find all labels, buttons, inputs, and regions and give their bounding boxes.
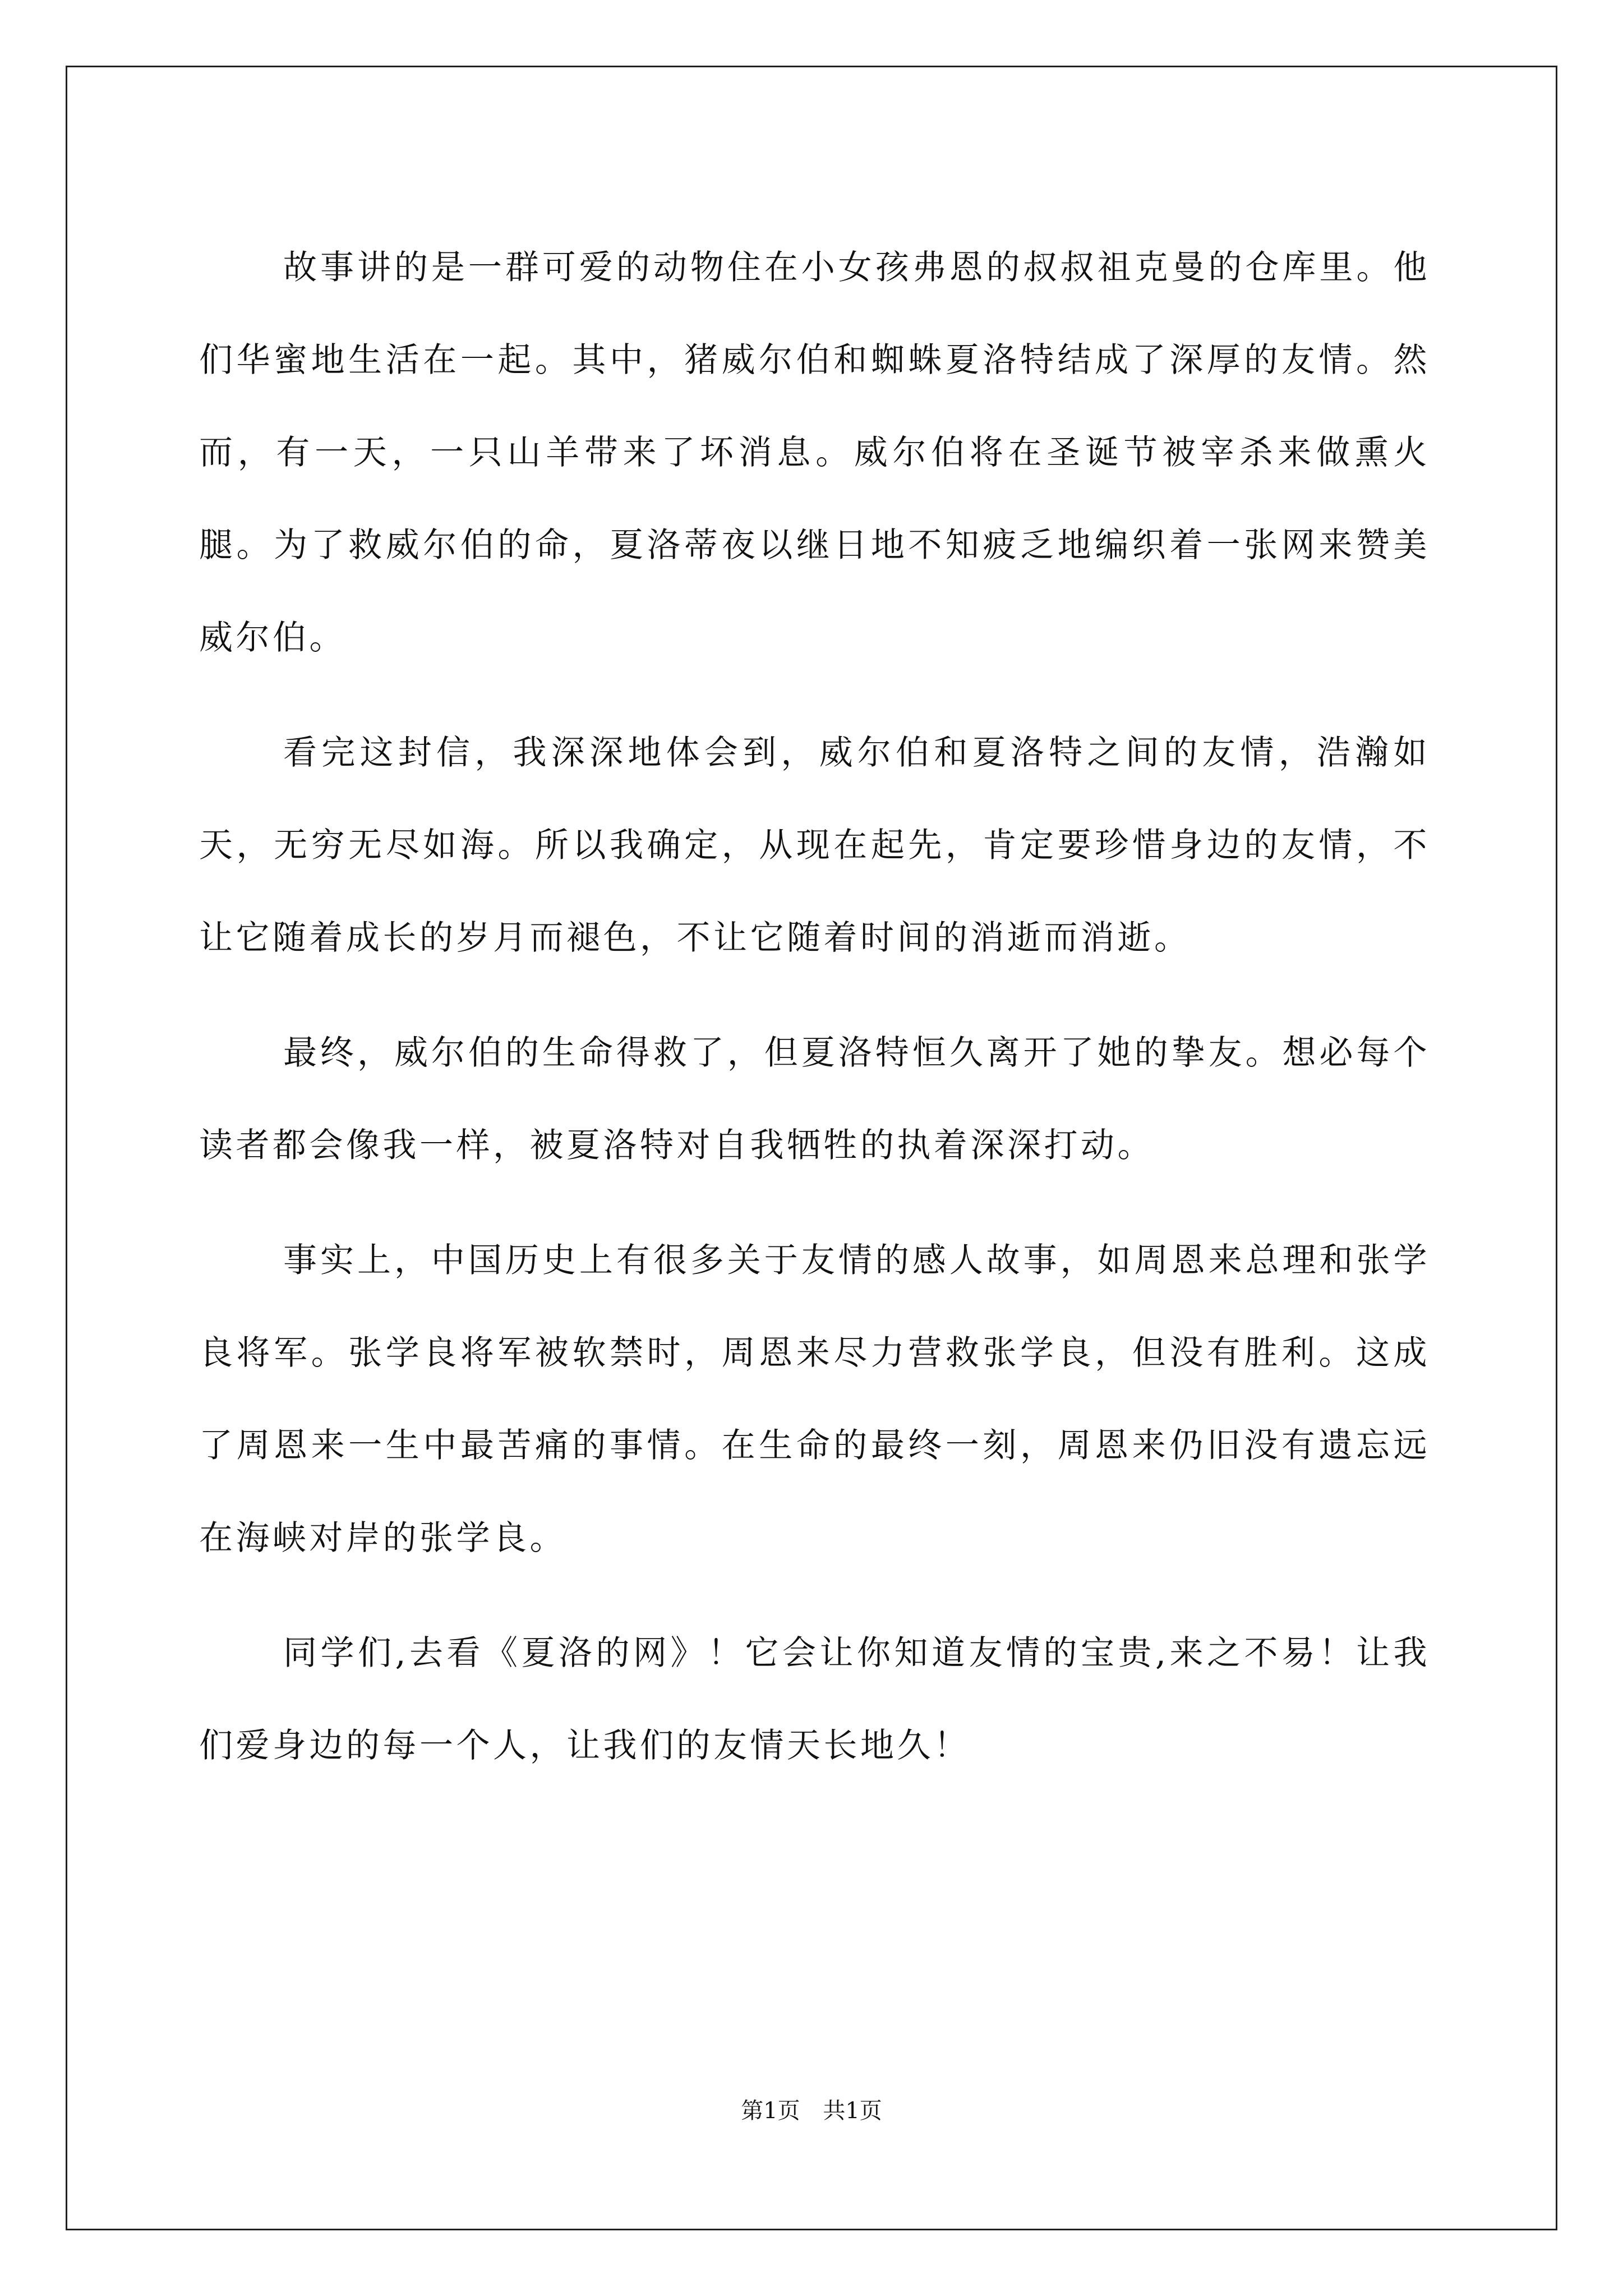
paragraph: 故事讲的是一群可爱的动物住在小女孩弗恩的叔叔祖克曼的仓库里。他们华蜜地生活在一起。其中，猪威尔伯和蜘蛛夏洛特结成了深厚的友情。然而，有一天，一只山羊带来了坏消息。威尔伯将在圣诞节被宰杀来做熏火腿。为了救威尔伯的命，夏洛蒂夜以继日地不知疲乏地编织着一张网来赞美威尔伯。 <box>199 248 1430 657</box>
paragraph: 最终，威尔伯的生命得救了，但夏洛特恒久离开了她的挚友。想必每个读者都会像我一样，被夏洛特对自我牺牲的执着深深打动。 <box>199 1033 1430 1165</box>
document-body <box>199 222 1430 1815</box>
page-footer <box>0 2097 1623 2125</box>
paragraph: 同学们,去看《夏洛的网》！它会让你知道友情的宝贵,来之不易！让我们爱身边的每一个人，让我们的友情天长地久！ <box>199 1634 1430 1765</box>
page-total: 共1页 <box>823 2098 882 2124</box>
paragraph: 看完这封信，我深深地体会到，威尔伯和夏洛特之间的友情，浩瀚如天，无穷无尽如海。所以我确定，从现在起先，肯定要珍惜身边的友情，不让它随着成长的岁月而褪色，不让它随着时间的消逝而消逝。 <box>199 733 1430 958</box>
page-number: 第1页 <box>741 2098 800 2124</box>
paragraph: 事实上，中国历史上有很多关于友情的感人故事，如周恩来总理和张学良将军。张学良将军被软禁时，周恩来尽力营救张学良，但没有胜利。这成了周恩来一生中最苦痛的事情。在生命的最终一刻，周恩来仍旧没有遗忘远在海峡对岸的张学良。 <box>199 1241 1430 1558</box>
